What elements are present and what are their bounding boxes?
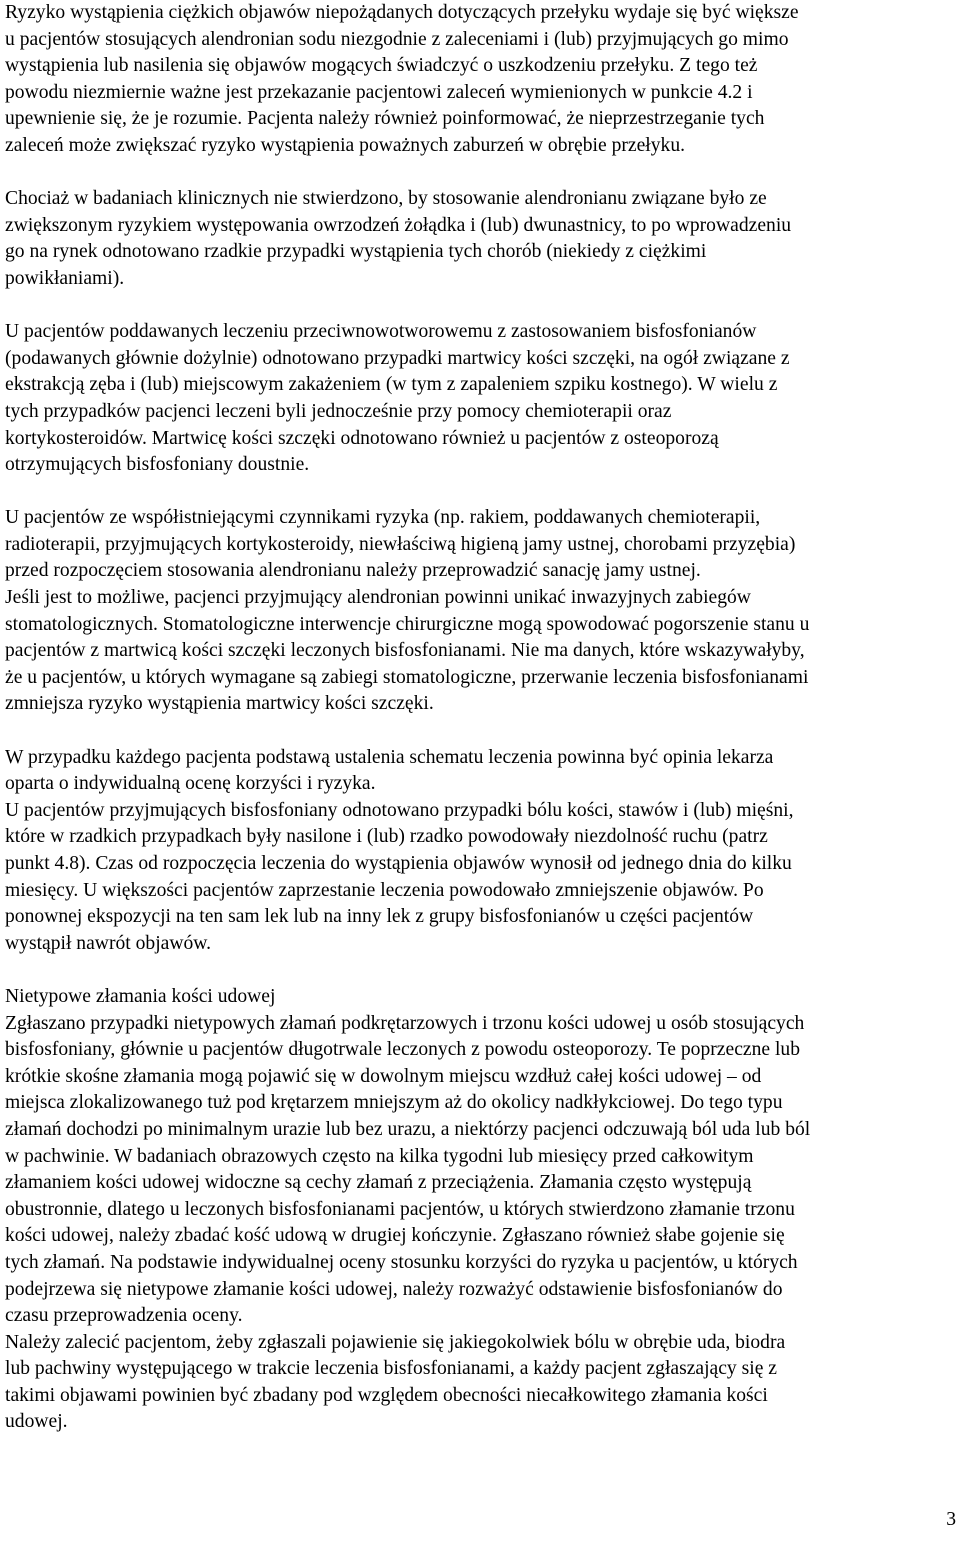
text-line: wystąpienia lub nasilenia się objawów mogących świadczyć o uszkodzeniu przełyku. Z tego też (5, 55, 758, 77)
text-line: (podawanych głównie dożylnie) odnotowano przypadki martwicy kości szczęki, na ogół związane z (5, 347, 790, 369)
text-line: W przypadku każdego pacjenta podstawą ustalenia schematu leczenia powinna być opinia lekarza (5, 746, 774, 768)
text-line: Jeśli jest to możliwe, pacjenci przyjmujący alendronian powinni unikać inwazyjnych zabiegów (5, 587, 751, 609)
text-line: U pacjentów poddawanych leczeniu przeciwnowotworowemu z zastosowaniem bisfosfonianów (5, 321, 757, 343)
paragraph-spacer (5, 293, 955, 320)
text-line: U pacjentów ze współistniejącymi czynnikami ryzyka (np. rakiem, poddawanych chemioterapii, (5, 507, 761, 529)
text-line: które w rzadkich przypadkach były nasilone i (lub) rzadko powodowały niezdolność ruchu (patrz (5, 826, 768, 848)
text-line: czasu przeprowadzenia oceny. (5, 1305, 243, 1327)
text-line: radioterapii, przyjmujących kortykosteroidy, niewłaściwą higieną jamy ustnej, chorobami przyzębia) (5, 533, 796, 555)
text-line: Należy zalecić pacjentom, żeby zgłaszali pojawienie się jakiegokolwiek bólu w obrębie uda, biodra (5, 1331, 786, 1353)
text-line: przed rozpoczęciem stosowania alendronianu należy przeprowadzić sanację jamy ustnej. (5, 560, 701, 582)
text-line: ekstrakcją zęba i (lub) miejscowym zakażeniem (w tym z zapaleniem szpiku kostnego). W wielu z (5, 374, 778, 396)
paragraph-spacer (5, 718, 955, 745)
text-line: Chociaż w badaniach klinicznych nie stwierdzono, by stosowanie alendronianu związane było ze (5, 188, 767, 210)
paragraph-esophageal-risk (5, 0, 955, 160)
text-line: punkt 4.8). Czas od rozpoczęcia leczenia do wystąpienia objawów wynosił od jednego dnia do kilku (5, 853, 792, 874)
paragraph-jaw-osteonecrosis (5, 319, 955, 479)
text-line: podejrzewa się nietypowe złamanie kości udowej, należy rozważyć odstawienie bisfosfonianów do (5, 1278, 783, 1300)
text-line: takimi objawami powinien być zbadany pod względem obecności niecałkowitego złamania kości (5, 1384, 768, 1406)
document-page (5, 0, 955, 1436)
text-line: tych przypadków pacjenci leczeni byli jednocześnie przy pomocy chemioterapii oraz (5, 400, 672, 422)
text-line: upewnienie się, że je rozumie. Pacjenta należy również poinformować, że nieprzestrzeganie tych (5, 108, 765, 130)
text-line: w pachwinie. W badaniach obrazowych często na kilka tygodni lub miesięcy przed całkowitym (5, 1145, 754, 1167)
paragraph-dental-risk-factors (5, 505, 955, 718)
text-line: wystąpił nawrót objawów. (5, 932, 212, 954)
text-line: powikłaniami). (5, 267, 125, 289)
text-line: pacjentów z martwicą kości szczęki leczonych bisfosfonianami. Nie ma danych, które wskazywałyby, (5, 640, 805, 662)
text-line: ponownej ekspozycji na ten sam lek lub na inny lek z grupy bisfosfonianów u części pacjentów (5, 906, 754, 928)
text-line: tych złamań. Na podstawie indywidualnej oceny stosunku korzyści do ryzyka u pacjentów, u których (5, 1251, 798, 1273)
text-line: złamań dochodzi po minimalnym urazie lub bez urazu, a niektórzy pacjenci odczuwają ból uda lub ból (5, 1118, 811, 1140)
text-line: kortykosteroidów. Martwicę kości szczęki odnotowano również u pacjentów z osteoporozą (5, 427, 719, 449)
text-line: u pacjentów stosujących alendronian sodu niezgodnie z zaleceniami i (lub) przyjmujących go mimo (5, 28, 789, 50)
text-line: lub pachwiny występującego w trakcie leczenia bisfosfonianami, a każdy pacjent zgłaszający się z (5, 1358, 777, 1380)
paragraph-spacer (5, 479, 955, 506)
section-heading: Nietypowe złamania kości udowej (5, 985, 276, 1007)
page-number: 3 (946, 1509, 956, 1530)
paragraph-musculoskeletal-pain (5, 745, 955, 958)
text-line: Ryzyko wystąpienia ciężkich objawów niepożądanych dotyczących przełyku wydaje się być większe (5, 2, 799, 23)
paragraph-gastric-ulcers (5, 186, 955, 292)
paragraph-spacer (5, 957, 955, 984)
text-line: bisfosfoniany, głównie u pacjentów długotrwale leczonych z powodu osteoporozy. Te poprzeczne lub (5, 1039, 801, 1061)
text-line: otrzymujących bisfosfoniany doustnie. (5, 454, 310, 476)
text-line: powodu niezmiernie ważne jest przekazanie pacjentowi zaleceń wymienionych w punkcie 4.2 i (5, 81, 753, 103)
text-line: U pacjentów przyjmujących bisfosfoniany odnotowano przypadki bólu kości, stawów i (lub) mięśni, (5, 799, 794, 821)
text-line: obustronnie, dlatego u leczonych bisfosfonianami pacjentów, u których stwierdzono złamanie trzonu (5, 1198, 795, 1220)
text-line: miesięcy. U większości pacjentów zaprzestanie leczenia powodowało zmniejszenie objawów. Po (5, 879, 764, 901)
text-line: zwiększonym ryzykiem występowania owrzodzeń żołądka i (lub) dwunastnicy, to po wprowadzeniu (5, 214, 792, 236)
paragraph-spacer (5, 160, 955, 187)
text-line: miejsca zlokalizowanego tuż pod krętarzem mniejszym aż do okolicy nadkłykciowej. Do tego typu (5, 1092, 783, 1114)
text-line: go na rynek odnotowano rzadkie przypadki wystąpienia tych chorób (niekiedy z ciężkimi (5, 241, 707, 263)
text-line: stomatologicznych. Stomatologiczne interwencje chirurgiczne mogą spowodować pogorszenie stanu u (5, 613, 810, 635)
paragraph-atypical-femur-fractures (5, 984, 955, 1436)
text-line: zaleceń może zwiększać ryzyko wystąpienia poważnych zaburzeń w obrębie przełyku. (5, 134, 686, 156)
text-line: udowej. (5, 1411, 68, 1433)
text-line: Zgłaszano przypadki nietypowych złamań podkrętarzowych i trzonu kości udowej u osób stosujących (5, 1012, 805, 1034)
text-line: że u pacjentów, u których wymagane są zabiegi stomatologiczne, przerwanie leczenia bisfosfonianami (5, 666, 809, 688)
text-line: zmniejsza ryzyko wystąpienia martwicy kości szczęki. (5, 693, 434, 715)
text-line: kości udowej, należy zbadać kość udową w drugiej kończynie. Zgłaszano również słabe gojenie się (5, 1225, 785, 1247)
text-line: złamaniem kości udowej widoczne są cechy złamań z przeciążenia. Złamania często występują (5, 1172, 752, 1194)
text-line: oparta o indywidualną ocenę korzyści i ryzyka. (5, 773, 376, 795)
text-line: krótkie skośne złamania mogą pojawić się w dowolnym miejscu wzdłuż całej kości udowej – od (5, 1065, 762, 1087)
